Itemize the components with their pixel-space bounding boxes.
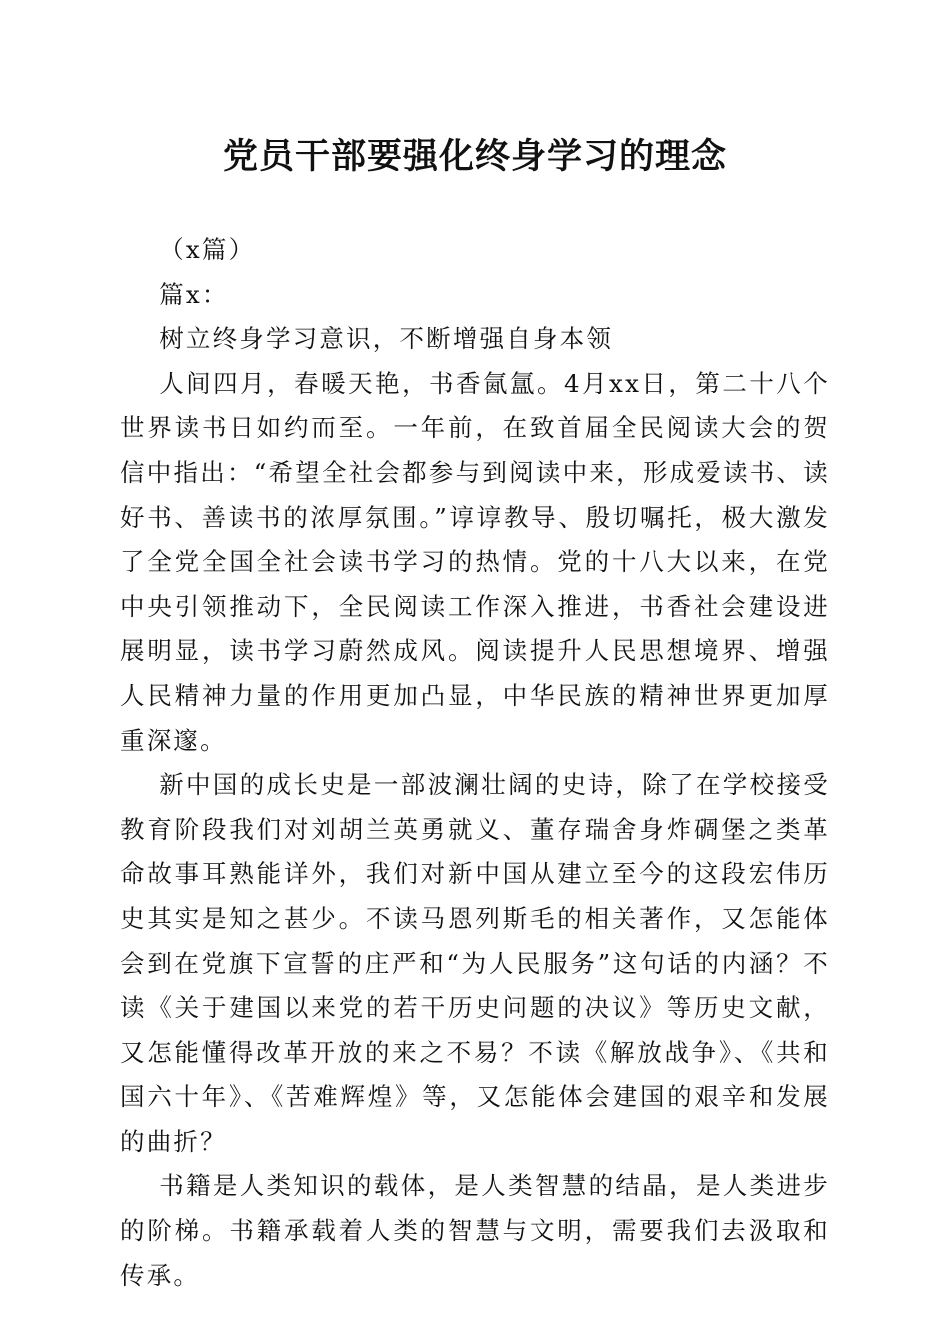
paragraph: 新中国的成长史是一部波澜壮阔的史诗，除了在学校接受教育阶段我们对刘胡兰英勇就义、董存瑞舍身炸碉堡之类革命故事耳熟能详外，我们对新中国从建立至今的这段宏伟历史其实是知之甚少。不读马恩列斯毛的相关著作，又怎能体会到在党旗下宣誓的庄严和“为人民服务”这句话的内涵？不读《关于建国以来党的若干历史问题的决议》等历史文献，又怎能懂得改革开放的来之不易？不读《解放战争》、《共和国六十年》、《苦难辉煌》等，又怎能体会建国的艰辛和发展的曲折？: [120, 770, 830, 1156]
paragraph: 书籍是人类知识的载体，是人类智慧的结晶，是人类进步的阶梯。书籍承载着人类的智慧与文明，需要我们去汲取和传承。: [120, 1171, 830, 1290]
paragraph: 人间四月，春暖天艳，书香氤氲。4月xx日，第二十八个世界读书日如约而至。一年前，在致首届全民阅读大会的贺信中指出：“希望全社会都参与到阅读中来，形成爱读书、读好书、善读书的浓厚氛围。”谆谆教导、殷切嘱托，极大激发了全党全国全社会读书学习的热情。党的十八大以来，在党中央引领推动下，全民阅读工作深入推进，书香社会建设进展明显，读书学习蔚然成风。阅读提升人民思想境界、增强人民精神力量的作用更加凸显，中华民族的精神世界更加厚重深邃。: [120, 368, 830, 755]
document-body: [120, 228, 830, 1298]
paragraph-count-note: （x篇）: [159, 235, 256, 264]
document-title: 党员干部要强化终身学习的理念: [222, 136, 727, 177]
paragraph-section-label: 篇x：: [159, 279, 229, 309]
paragraph-subtitle: 树立终身学习意识，不断增强自身本领: [159, 324, 614, 354]
